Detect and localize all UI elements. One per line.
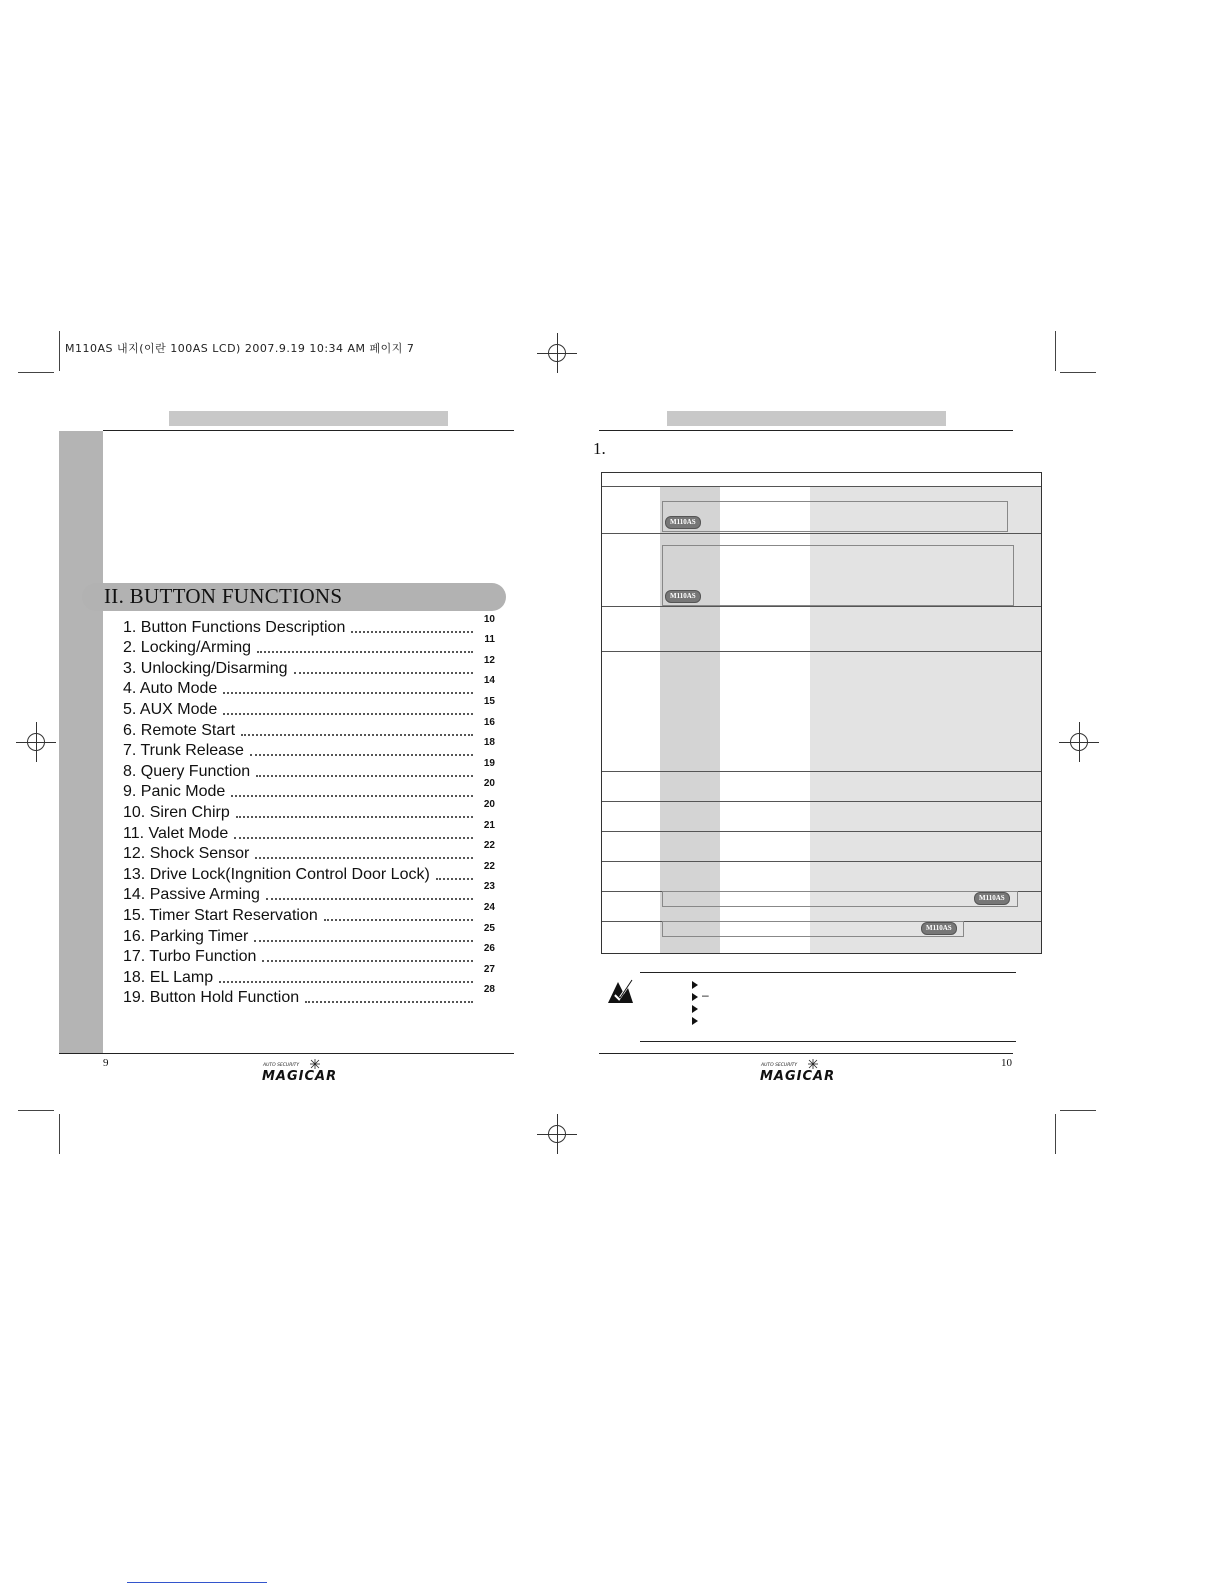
toc-entry[interactable] (123, 840, 495, 865)
header-band (169, 411, 448, 426)
registration-mark-icon (537, 333, 577, 373)
toc-entry-title: 9. Panic Mode (123, 783, 226, 801)
table-row-divider (602, 831, 1041, 832)
table-row-divider (602, 771, 1041, 772)
toc-leader-dots (234, 837, 473, 839)
toc-entry[interactable] (123, 675, 495, 700)
toc-entry[interactable] (123, 737, 495, 762)
toc-entry-page: 20 (483, 798, 495, 810)
toc-entry-title: 11. Valet Mode (123, 824, 229, 842)
toc-entry-title: 10. Siren Chirp (123, 803, 230, 821)
bullet-arrow-icon (692, 1017, 698, 1025)
table-row-divider (602, 486, 1041, 487)
table-row-divider (602, 861, 1041, 862)
toc-entry-page: 12 (483, 654, 495, 666)
toc-entry-title: 18. EL Lamp (123, 968, 214, 986)
toc-leader-dots (254, 940, 473, 942)
toc-entry-title: 4. Auto Mode (123, 680, 218, 698)
toc-entry-title: 2. Locking/Arming (123, 639, 252, 657)
toc-entry-page: 19 (483, 757, 495, 769)
toc-entry-page: 24 (483, 901, 495, 913)
crop-mark (1055, 1114, 1056, 1154)
toc-entry-page: 11 (484, 634, 495, 646)
toc-entry[interactable] (123, 984, 495, 1009)
toc-entry-page: 14 (483, 675, 495, 687)
toc-entry-title: 15. Timer Start Reservation (123, 906, 318, 924)
toc-leader-dots (219, 981, 473, 983)
toc-entry[interactable] (123, 819, 495, 844)
toc-leader-dots (436, 878, 473, 880)
toc-leader-dots (223, 692, 473, 694)
toc-leader-dots (257, 651, 473, 653)
model-badge: M110AS (665, 590, 701, 603)
bottom-link-underline (127, 1582, 267, 1583)
toc-leader-dots (231, 795, 473, 797)
bottom-rule (599, 1053, 1013, 1054)
toc-entry[interactable] (123, 881, 495, 906)
toc-entry-title: 16. Parking Timer (123, 927, 249, 945)
toc-entry-page: 27 (483, 963, 495, 975)
note-dash: – (702, 988, 709, 1002)
toc-entry-title: 14. Passive Arming (123, 886, 260, 904)
toc-leader-dots (250, 754, 473, 756)
note-icon (606, 978, 634, 1004)
highlight-box (662, 545, 1014, 606)
toc-leader-dots (223, 713, 473, 715)
logo-tagline: AUTO SECURITY (761, 1063, 798, 1068)
toc-entry-page: 26 (483, 943, 495, 955)
crop-mark (59, 1114, 60, 1154)
toc-entry-title: 6. Remote Start (123, 721, 236, 739)
sidebar-band (59, 431, 103, 1053)
logo-wordmark: MAGICAR (262, 1069, 338, 1083)
toc-entry[interactable] (123, 716, 495, 741)
logo-tagline: AUTO SECURITY (263, 1063, 300, 1068)
table-row-divider (602, 651, 1041, 652)
section-heading: 1. (593, 439, 606, 458)
table-row-divider (602, 606, 1041, 607)
toc-entry[interactable] (123, 613, 495, 638)
toc-entry[interactable] (123, 798, 495, 823)
crop-mark (59, 331, 60, 371)
toc-entry-page: 21 (483, 819, 495, 831)
toc-entry-page: 22 (483, 840, 495, 852)
toc-entry-title: 8. Query Function (123, 762, 251, 780)
highlight-box (662, 891, 1018, 907)
print-header: M110AS 내지(이란 100AS LCD) 2007.9.19 10:34 AM 페이지 7 (65, 342, 415, 355)
toc-entry-page: 28 (483, 984, 495, 996)
toc-leader-dots (294, 672, 473, 674)
top-rule (103, 430, 514, 431)
toc-entry-page: 25 (483, 922, 495, 934)
toc-entry-title: 17. Turbo Function (123, 948, 257, 966)
header-band (667, 411, 946, 426)
model-badge: M110AS (974, 892, 1010, 905)
toc-entry-title: 7. Trunk Release (123, 742, 244, 760)
crop-mark (18, 372, 54, 373)
button-functions-table (601, 472, 1042, 954)
toc-entry-page: 15 (483, 695, 495, 707)
model-badge: M110AS (665, 516, 701, 529)
toc-leader-dots (236, 816, 473, 818)
bullet-arrow-icon (692, 993, 698, 1001)
toc-entry[interactable] (123, 654, 495, 679)
section-title: II. BUTTON FUNCTIONS (104, 584, 343, 608)
crop-mark (18, 1110, 54, 1111)
toc-leader-dots (262, 960, 473, 962)
magicar-logo (260, 1059, 360, 1083)
model-badge: M110AS (921, 922, 957, 935)
toc-entry-title: 3. Unlocking/Disarming (123, 659, 288, 677)
toc-entry[interactable] (123, 963, 495, 988)
logo-wordmark: MAGICAR (760, 1069, 836, 1083)
toc-entry-page: 10 (483, 613, 495, 625)
highlight-box (662, 501, 1008, 532)
table-column (602, 487, 622, 953)
toc-leader-dots (256, 775, 473, 777)
table-row-divider (602, 801, 1041, 802)
toc-entry[interactable] (123, 634, 495, 659)
toc-leader-dots (255, 857, 473, 859)
toc-entry-title: 5. AUX Mode (123, 700, 218, 718)
magicar-logo (758, 1059, 858, 1083)
toc-leader-dots (305, 1001, 473, 1003)
toc-entry[interactable] (123, 922, 495, 947)
top-rule (599, 430, 1013, 431)
bullet-arrow-icon (692, 1005, 698, 1013)
toc-entry-page: 20 (483, 778, 495, 790)
toc-entry[interactable] (123, 695, 495, 720)
page-number: 10 (1001, 1057, 1012, 1069)
toc-entry-page: 23 (483, 881, 495, 893)
toc-entry-page: 18 (483, 737, 495, 749)
toc-leader-dots (351, 631, 473, 633)
toc-entry-title: 13. Drive Lock(Ingnition Control Door Lock) (123, 865, 430, 883)
note-bottom-rule (640, 1041, 1016, 1042)
crop-mark (1055, 331, 1056, 371)
table-row-divider (602, 533, 1041, 534)
toc-entry[interactable] (123, 943, 495, 968)
toc-entry[interactable] (123, 778, 495, 803)
toc-leader-dots (324, 919, 473, 921)
note-top-rule (640, 972, 1016, 973)
toc-entry[interactable] (123, 860, 495, 885)
toc-entry-title: 1. Button Functions Description (123, 618, 346, 636)
table-of-contents (123, 613, 495, 1008)
toc-entry-title: 19. Button Hold Function (123, 989, 300, 1007)
toc-leader-dots (241, 734, 473, 736)
toc-entry[interactable] (123, 757, 495, 782)
toc-entry-title: 12. Shock Sensor (123, 845, 250, 863)
section-title-banner (82, 583, 506, 611)
registration-mark-icon (1059, 722, 1099, 762)
bullet-arrow-icon (692, 981, 698, 989)
toc-entry[interactable] (123, 901, 495, 926)
toc-leader-dots (266, 898, 473, 900)
table-column (622, 487, 660, 953)
crop-mark (1060, 372, 1096, 373)
toc-entry-page: 22 (483, 860, 495, 872)
highlight-box (662, 921, 964, 937)
page-number: 9 (103, 1057, 109, 1069)
registration-mark-icon (16, 722, 56, 762)
registration-mark-icon (537, 1114, 577, 1154)
toc-entry-page: 16 (483, 716, 495, 728)
bottom-rule (59, 1053, 514, 1054)
crop-mark (1060, 1110, 1096, 1111)
